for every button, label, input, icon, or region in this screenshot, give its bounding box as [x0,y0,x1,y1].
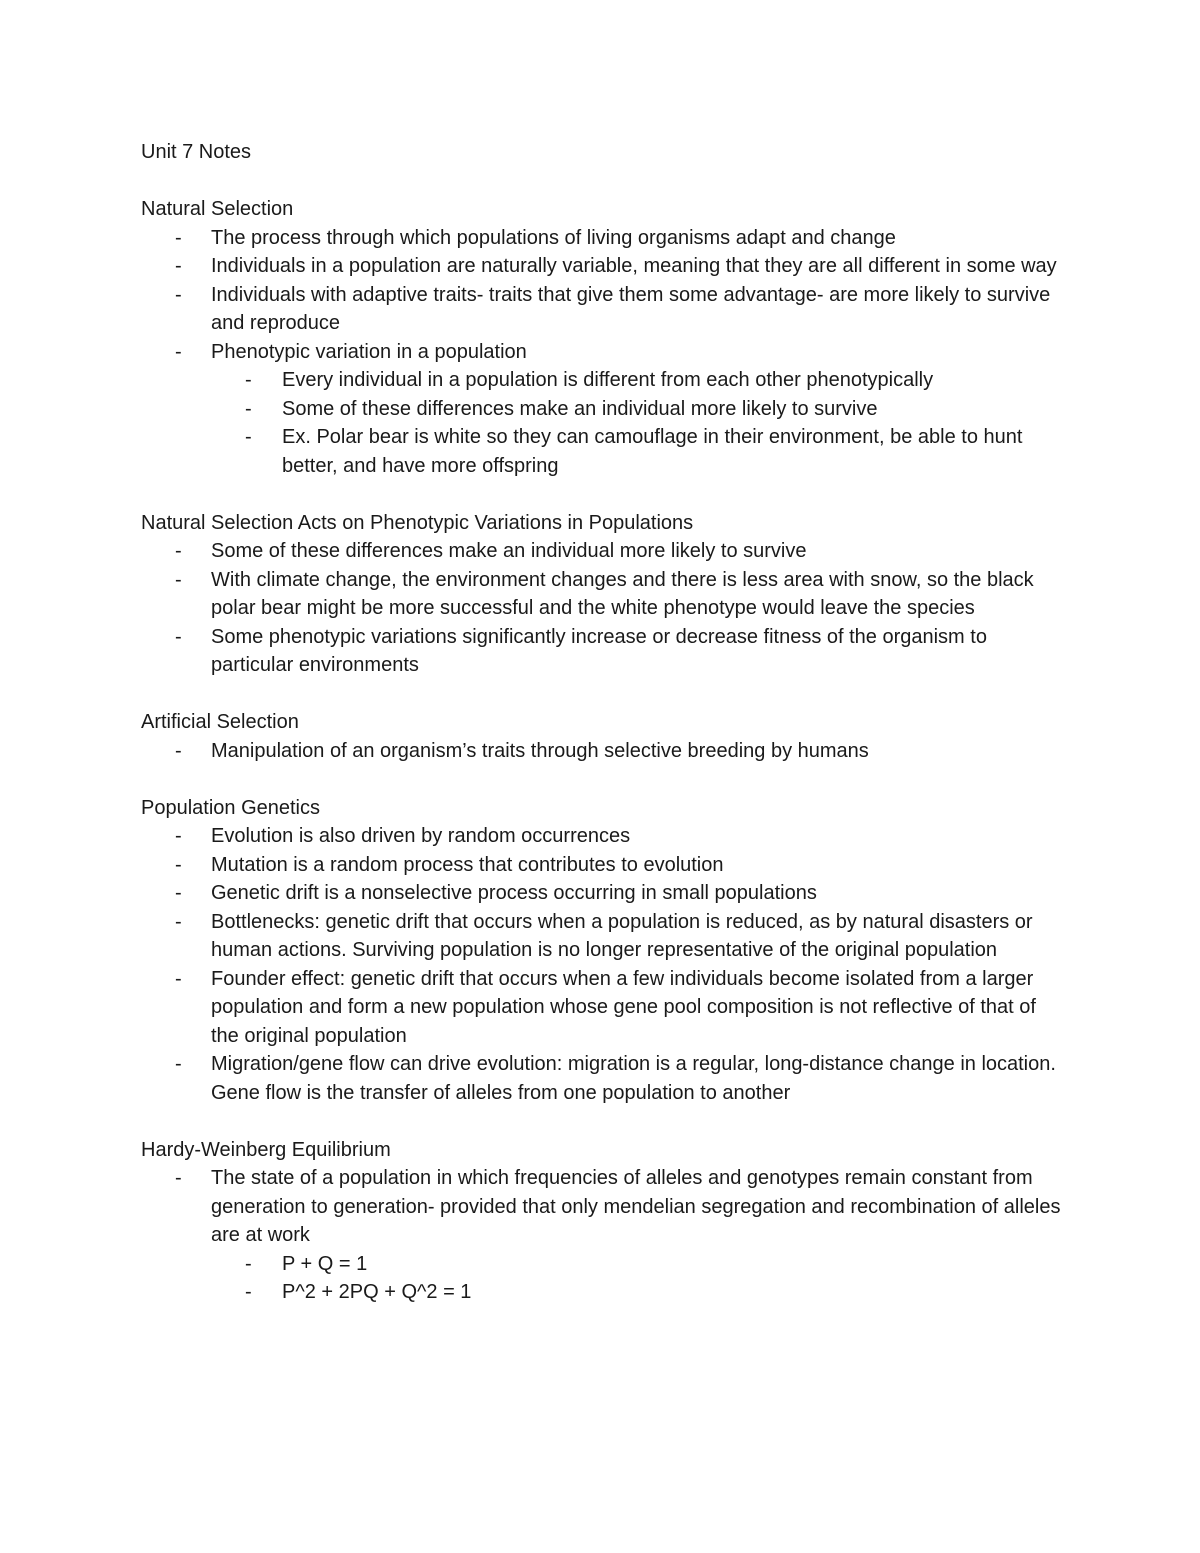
list-item [141,1164,1061,1307]
dash-bullet-icon: - [175,739,182,762]
list-item-text: Individuals in a population are naturally variable, meaning that they are all different in some way [211,255,1057,277]
list-item-text: Some of these differences make an individual more likely to survive [211,540,807,562]
list-item [141,965,1061,1051]
section-heading: Natural Selection Acts on Phenotypic Variations in Populations [141,511,694,534]
dash-bullet-icon: - [175,967,182,990]
list-item [141,1050,1061,1107]
list-item [141,224,1061,253]
section-heading: Artificial Selection [141,711,299,733]
dash-bullet-icon: - [245,1252,252,1275]
sub-list-item-text: Every individual in a population is different from each other phenotypically [282,369,934,391]
list-item-text: Founder effect: genetic drift that occurs when a few individuals become isolated from a larger population and form a new population whose gene pool composition is not reflective of that of the original population [211,967,1036,1047]
list-item [141,822,1061,851]
list-item [141,338,1061,481]
bullet-list [141,1164,1061,1307]
list-item-text: Genetic drift is a nonselective process occurring in small populations [211,882,817,904]
list-item [141,537,1061,566]
list-item-text: Manipulation of an organism’s traits through selective breeding by humans [211,739,869,762]
notes-section [141,794,1061,1108]
notes-section [141,1136,1061,1307]
list-item [141,908,1061,965]
section-heading: Population Genetics [141,796,321,819]
list-item [141,851,1061,880]
dash-bullet-icon: - [175,853,182,876]
dash-bullet-icon: - [245,1281,252,1303]
list-item-text: Mutation is a random process that contributes to evolution [211,853,724,876]
bullet-list [141,737,1061,766]
list-item-text: Evolution is also driven by random occurrences [211,825,631,847]
dash-bullet-icon: - [245,369,252,391]
list-item-text: Some phenotypic variations significantly increase or decrease fitness of the organism to particular environments [211,625,987,676]
dash-bullet-icon: - [175,625,182,648]
sub-list-item-text: P + Q = 1 [282,1252,368,1275]
list-item [141,737,1061,766]
dash-bullet-icon: - [175,226,182,249]
list-item [141,566,1061,623]
section-heading: Hardy-Weinberg Equilibrium [141,1138,391,1161]
list-item-text: With climate change, the environment changes and there is less area with snow, so the black polar bear might be more successful and the white phenotype would leave the species [211,568,1034,619]
list-item-text: Individuals with adaptive traits- traits that give them some advantage- are more likely to survive and reproduce [211,283,1051,334]
list-item [141,879,1061,908]
list-item [141,281,1061,338]
notes-section [141,195,1061,480]
document-body [141,195,1061,1307]
dash-bullet-icon: - [175,255,182,277]
sub-list-item-text: P^2 + 2PQ + Q^2 = 1 [282,1281,472,1303]
list-item-text: Migration/gene flow can drive evolution: migration is a regular, long-distance change in location. Gene flow is the transfer of alleles from one population to another [211,1053,1056,1104]
sub-list-item-text: Ex. Polar bear is white so they can camouflage in their environment, be able to hunt better, and have more offspring [282,426,1023,477]
bullet-list [141,537,1061,680]
list-item-text: The state of a population in which frequencies of alleles and genotypes remain constant from generation to generation- provided that only mendelian segregation and recombination of alleles are at work [211,1167,1061,1246]
sub-bullet-list [141,366,1061,480]
bullet-list [141,822,1061,1107]
section-heading: Natural Selection [141,198,294,220]
sub-list-item [211,395,1061,424]
sub-bullet-list [141,1250,1061,1307]
list-item-text: Bottlenecks: genetic drift that occurs when a population is reduced, as by natural disasters or human actions. Surviving population is no longer representative of the original population [211,910,1033,961]
dash-bullet-icon: - [175,1167,182,1189]
dash-bullet-icon: - [175,540,182,562]
dash-bullet-icon: - [175,568,182,591]
document-title: Unit 7 Notes [141,141,252,163]
dash-bullet-icon: - [175,882,182,904]
notes-section [141,509,1061,680]
sub-list-item [211,366,1061,395]
list-item [141,252,1061,281]
list-item [141,623,1061,680]
list-item-text: Phenotypic variation in a population [211,340,527,363]
sub-list-item-text: Some of these differences make an individual more likely to survive [282,397,878,420]
document-page [141,138,1061,1335]
dash-bullet-icon: - [175,340,182,363]
sub-list-item [211,1278,1061,1307]
bullet-list [141,224,1061,481]
dash-bullet-icon: - [175,825,182,847]
dash-bullet-icon: - [245,426,252,448]
dash-bullet-icon: - [175,283,182,306]
notes-section [141,708,1061,765]
dash-bullet-icon: - [245,397,252,420]
sub-list-item [211,1250,1061,1279]
dash-bullet-icon: - [175,910,182,933]
list-item-text: The process through which populations of living organisms adapt and change [211,226,896,249]
sub-list-item [211,423,1061,480]
dash-bullet-icon: - [175,1053,182,1075]
